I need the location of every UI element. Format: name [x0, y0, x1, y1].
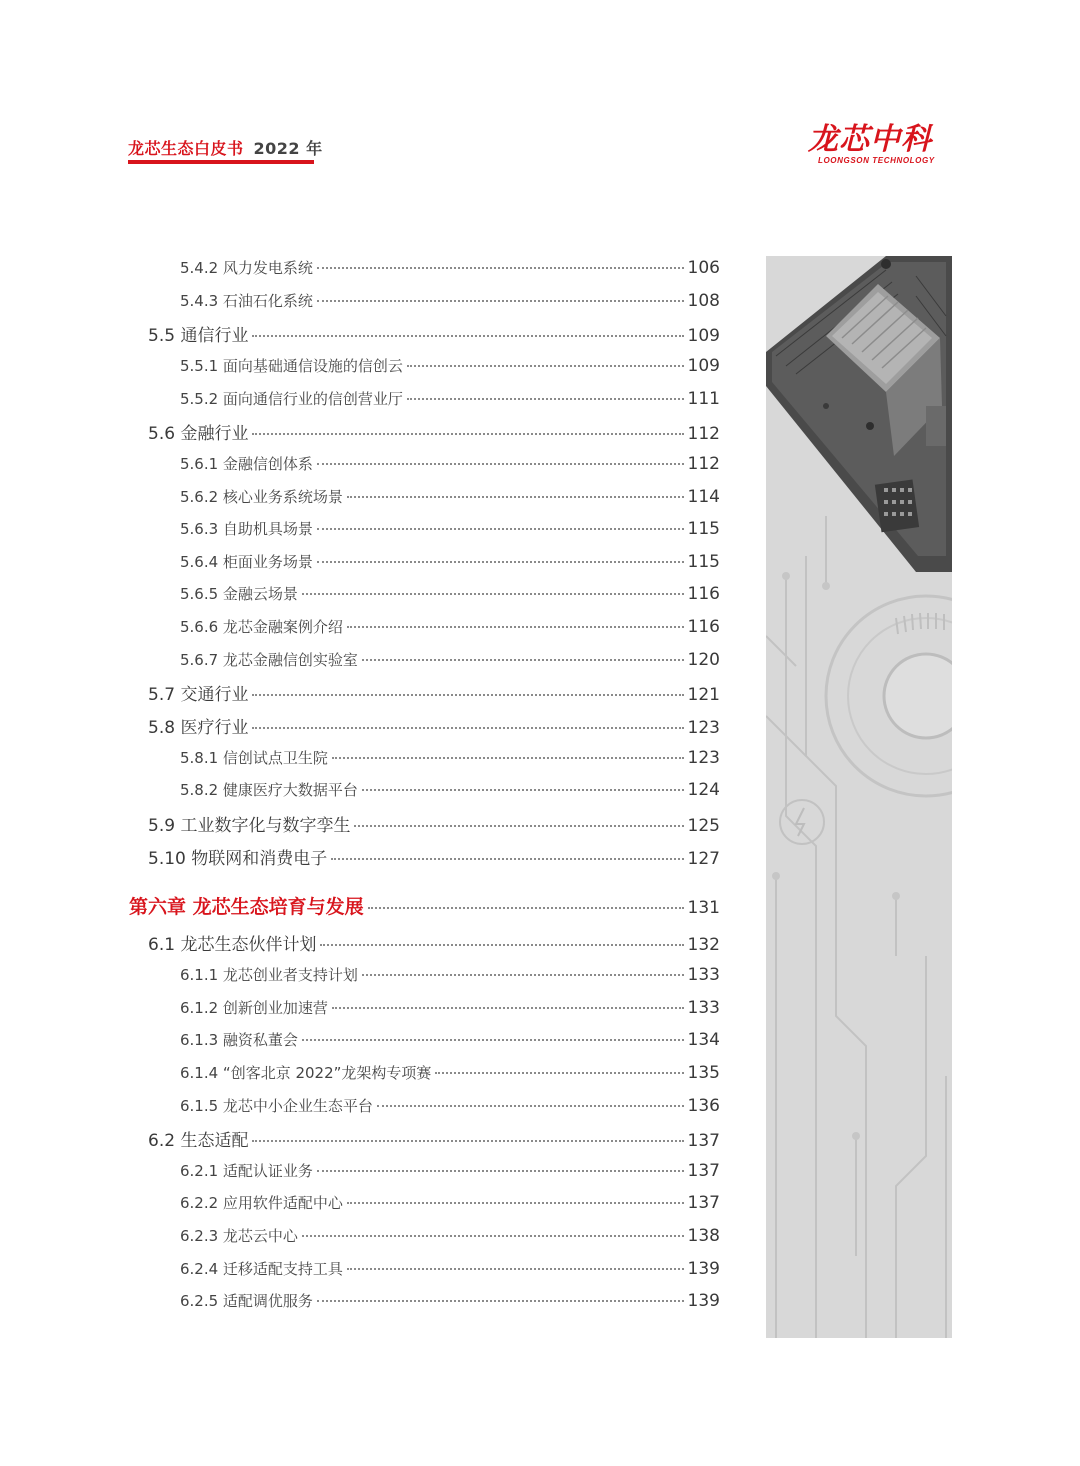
toc-chapter-title: 第六章 龙芯生态培育与发展: [129, 896, 364, 918]
toc-entry-title: 6.1.5 龙芯中小企业生态平台: [180, 1097, 373, 1115]
toc-entry-title: 5.5.1 面向基础通信设施的信创云: [180, 357, 403, 375]
toc-page-number: 133: [687, 998, 720, 1018]
dot-leader: [252, 1140, 683, 1142]
toc-entry-5-6-2[interactable]: [180, 486, 720, 507]
toc-entry-5-6[interactable]: [148, 419, 720, 444]
toc-entry-5-4-3[interactable]: [180, 290, 720, 311]
dot-leader: [317, 1170, 684, 1172]
toc-entry-5-6-4[interactable]: [180, 551, 720, 572]
dot-leader: [302, 1235, 684, 1237]
logo-chinese-name: 龙芯中科: [808, 122, 932, 157]
toc-entry-title: 6.1.3 融资私董会: [180, 1031, 298, 1049]
toc-entry-title: 6.2 生态适配: [148, 1131, 249, 1151]
toc-page-number: 139: [687, 1291, 720, 1311]
toc-page-number: 120: [687, 650, 720, 670]
toc-page-number: 116: [687, 584, 720, 604]
toc-entry-title: 5.5.2 面向通信行业的信创营业厅: [180, 390, 403, 408]
toc-page-number: 123: [687, 748, 720, 768]
toc-entry-title: 5.4.2 风力发电系统: [180, 259, 313, 277]
toc-entry-6-1-2[interactable]: [180, 997, 720, 1018]
toc-entry-title: 5.9 工业数字化与数字孪生: [148, 816, 351, 836]
toc-entry-title: 6.2.2 应用软件适配中心: [180, 1194, 343, 1212]
toc-entry-5-7[interactable]: [148, 680, 720, 705]
toc-entry-6-2-3[interactable]: [180, 1225, 720, 1246]
dot-leader: [317, 528, 684, 530]
toc-entry-title: 5.6.3 自助机具场景: [180, 520, 313, 538]
toc-page-number: 137: [687, 1193, 720, 1213]
dot-leader: [407, 365, 684, 367]
toc-entry-6-1-1[interactable]: [180, 964, 720, 985]
toc-page-number: 112: [687, 454, 720, 474]
toc-entry-title: 5.6.6 龙芯金融案例介绍: [180, 618, 343, 636]
toc-entry-title: 5.7 交通行业: [148, 685, 249, 705]
toc-page-number: 133: [687, 965, 720, 985]
toc-entry-5-8-1[interactable]: [180, 747, 720, 768]
toc-page-number: 134: [687, 1030, 720, 1050]
toc-page-number: 106: [687, 258, 720, 278]
toc-page-number: 111: [687, 389, 720, 409]
toc-entry-title: 6.2.4 迁移适配支持工具: [180, 1260, 343, 1278]
toc-entry-5-5[interactable]: [148, 321, 720, 346]
dot-leader: [347, 626, 684, 628]
dot-leader: [252, 694, 683, 696]
toc-page-number: 131: [687, 898, 720, 918]
toc-page-number: 125: [687, 816, 720, 836]
toc-entry-title: 5.8 医疗行业: [148, 718, 249, 738]
toc-entry-title: 6.1.1 龙芯创业者支持计划: [180, 966, 358, 984]
toc-entry-title: 5.6.4 柜面业务场景: [180, 553, 313, 571]
dot-leader: [302, 593, 684, 595]
dot-leader: [407, 398, 684, 400]
toc-entry-5-8[interactable]: [148, 713, 720, 738]
dot-leader: [377, 1105, 684, 1107]
toc-page-number: 115: [687, 552, 720, 572]
dot-leader: [317, 1300, 684, 1302]
toc-entry-5-5-2[interactable]: [180, 388, 720, 409]
toc-entry-title: 5.6.1 金融信创体系: [180, 455, 313, 473]
toc-page-number: 109: [687, 356, 720, 376]
toc-page-number: 139: [687, 1259, 720, 1279]
logo-english-name: LOONGSON TECHNOLOGY: [818, 156, 935, 165]
toc-page-number: 124: [687, 780, 720, 800]
dot-leader: [320, 944, 683, 946]
toc-chapter-6[interactable]: [129, 892, 720, 919]
toc-entry-5-5-1[interactable]: [180, 355, 720, 376]
toc-page-number: 137: [687, 1161, 720, 1181]
dot-leader: [362, 659, 684, 661]
toc-entry-6-2-5[interactable]: [180, 1290, 720, 1311]
dot-leader: [332, 1007, 684, 1009]
dot-leader: [435, 1072, 683, 1074]
dot-leader: [354, 825, 683, 827]
dot-leader: [368, 907, 684, 909]
document-year: 2022 年: [253, 139, 323, 158]
toc-entry-5-6-3[interactable]: [180, 518, 720, 539]
toc-entry-6-1-5[interactable]: [180, 1095, 720, 1116]
dot-leader: [252, 727, 683, 729]
toc-page-number: 112: [687, 424, 720, 444]
dot-leader: [317, 463, 684, 465]
toc-entry-title: 6.1.4 “创客北京 2022”龙架构专项赛: [180, 1064, 432, 1082]
toc-page-number: 138: [687, 1226, 720, 1246]
toc-entry-5-6-7[interactable]: [180, 649, 720, 670]
toc-page-number: 109: [687, 326, 720, 346]
toc-entry-5-8-2[interactable]: [180, 779, 720, 800]
toc-page-number: 127: [687, 849, 720, 869]
dot-leader: [317, 561, 684, 563]
dot-leader: [302, 1039, 684, 1041]
toc-entry-title: 5.10 物联网和消费电子: [148, 849, 328, 869]
toc-entry-title: 6.1.2 创新创业加速营: [180, 999, 328, 1017]
toc-entry-6-1[interactable]: [148, 930, 720, 955]
toc-entry-title: 5.6.2 核心业务系统场景: [180, 488, 343, 506]
dot-leader: [362, 974, 684, 976]
toc-entry-6-2[interactable]: [148, 1126, 720, 1151]
dot-leader: [347, 1268, 684, 1270]
toc-page-number: 123: [687, 718, 720, 738]
toc-entry-6-2-4[interactable]: [180, 1258, 720, 1279]
toc-entry-5-10[interactable]: [148, 844, 720, 869]
toc-entry-title: 5.5 通信行业: [148, 326, 249, 346]
toc-entry-title: 6.2.1 适配认证业务: [180, 1162, 313, 1180]
toc-entry-6-1-3[interactable]: [180, 1029, 720, 1050]
toc-entry-6-2-2[interactable]: [180, 1192, 720, 1213]
dot-leader: [347, 496, 684, 498]
toc-entry-5-6-5[interactable]: [180, 583, 720, 604]
toc-entry-6-1-4[interactable]: [180, 1062, 720, 1083]
toc-entry-title: 6.1 龙芯生态伙伴计划: [148, 935, 317, 955]
dot-leader: [252, 335, 683, 337]
document-title-text: 龙芯生态白皮书: [128, 139, 244, 158]
toc-entry-5-9[interactable]: [148, 811, 720, 836]
toc-page-number: 114: [687, 487, 720, 507]
toc-entry-title: 5.4.3 石油石化系统: [180, 292, 313, 310]
toc-page-number: 132: [687, 935, 720, 955]
dot-leader: [252, 433, 683, 435]
toc-entry-title: 6.2.3 龙芯云中心: [180, 1227, 298, 1245]
toc-entry-title: 5.6.5 金融云场景: [180, 585, 298, 603]
toc-page-number: 135: [687, 1063, 720, 1083]
toc-page-number: 136: [687, 1096, 720, 1116]
toc-page-number: 121: [687, 685, 720, 705]
toc-page-number: 115: [687, 519, 720, 539]
dot-leader: [332, 757, 684, 759]
dot-leader: [331, 858, 683, 860]
toc-entry-title: 5.8.1 信创试点卫生院: [180, 749, 328, 767]
toc-page-number: 116: [687, 617, 720, 637]
toc-entry-title: 5.6.7 龙芯金融信创实验室: [180, 651, 358, 669]
toc-entry-5-4-2[interactable]: [180, 257, 720, 278]
dot-leader: [347, 1202, 684, 1204]
toc-entry-5-6-6[interactable]: [180, 616, 720, 637]
toc-entry-5-6-1[interactable]: [180, 453, 720, 474]
dot-leader: [317, 300, 684, 302]
toc-entry-title: 6.2.5 适配调优服务: [180, 1292, 313, 1310]
toc-page-number: 108: [687, 291, 720, 311]
toc-entry-6-2-1[interactable]: [180, 1160, 720, 1181]
dot-leader: [317, 267, 684, 269]
toc-page-number: 137: [687, 1131, 720, 1151]
toc-entry-title: 5.6 金融行业: [148, 424, 249, 444]
dot-leader: [362, 789, 684, 791]
toc-entry-title: 5.8.2 健康医疗大数据平台: [180, 781, 358, 799]
